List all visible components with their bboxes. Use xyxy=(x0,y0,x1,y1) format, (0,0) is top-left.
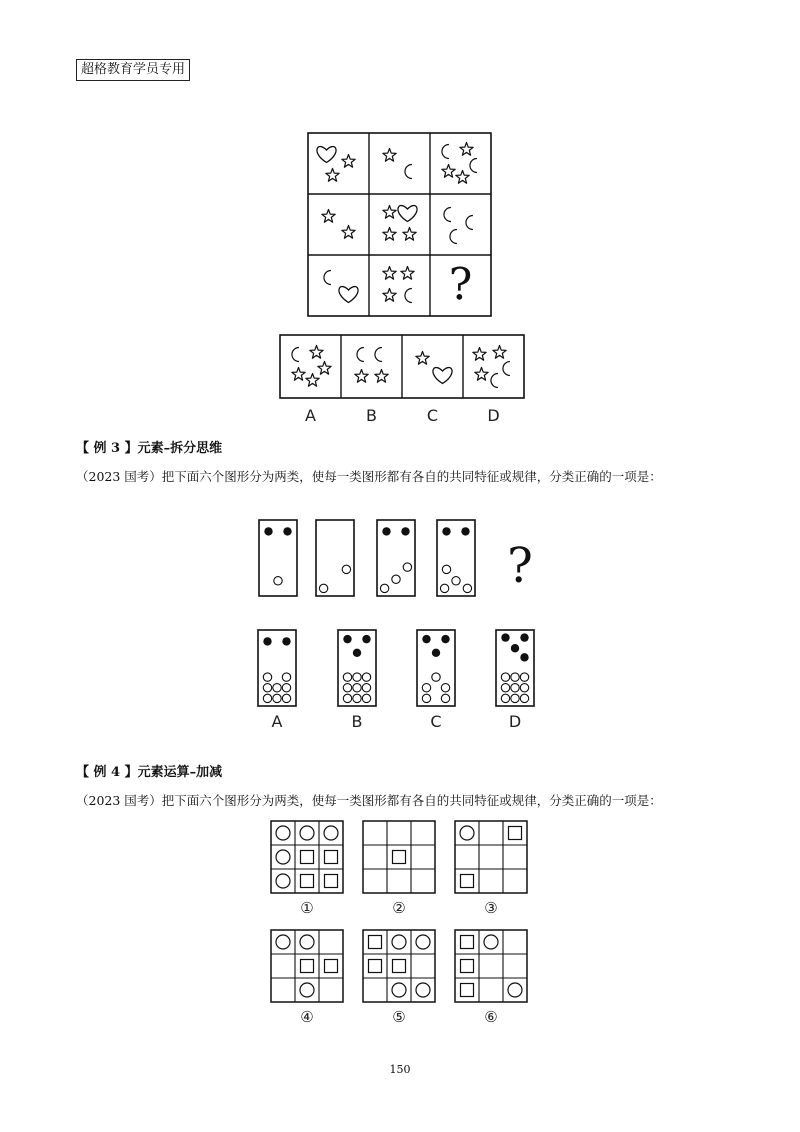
figure-number-label: ⑥ xyxy=(484,1008,498,1026)
square-shape xyxy=(461,936,474,949)
square-shape xyxy=(301,851,314,864)
circle-shape xyxy=(300,826,314,840)
circle-shape xyxy=(416,935,430,949)
circle-shape xyxy=(300,935,314,949)
figure-number-label: ③ xyxy=(484,899,498,917)
example3-prompt: （2023 国考）把下面六个图形分为两类，使每一类图形都有各自的共同特征或规律，分类正确的一项是： xyxy=(76,469,662,484)
option-label: C xyxy=(426,406,439,425)
example3-heading: 【 例 3 】元素–拆分思维 xyxy=(76,441,223,456)
square-shape xyxy=(393,851,406,864)
figure-number-label: ④ xyxy=(300,1008,314,1026)
square-shape xyxy=(325,875,338,888)
option-label: A xyxy=(271,712,283,731)
figure-number-label: ② xyxy=(392,899,406,917)
circle-shape xyxy=(276,935,290,949)
circle-shape xyxy=(276,826,290,840)
figure-number-label: ① xyxy=(300,899,314,917)
option-label: C xyxy=(430,712,442,731)
option-label: D xyxy=(487,406,500,425)
circle-shape xyxy=(392,983,406,997)
square-shape xyxy=(301,960,314,973)
option-label: D xyxy=(508,712,522,731)
square-shape xyxy=(325,960,338,973)
circle-shape xyxy=(276,874,290,888)
square-shape xyxy=(369,960,382,973)
circle-shape xyxy=(276,850,290,864)
circle-shape xyxy=(508,983,522,997)
example4-heading: 【 例 4 】元素运算–加减 xyxy=(76,765,223,780)
square-shape xyxy=(509,827,522,840)
example4-prompt: （2023 国考）把下面六个图形分为两类，使每一类图形都有各自的共同特征或规律，分类正确的一项是： xyxy=(76,793,662,808)
square-shape xyxy=(325,851,338,864)
header-badge: 超格教育学员专用 xyxy=(76,59,190,81)
square-shape xyxy=(369,936,382,949)
option-label: B xyxy=(351,712,363,731)
option-label: A xyxy=(305,406,316,425)
square-shape xyxy=(461,960,474,973)
option-label: B xyxy=(366,406,377,425)
square-shape xyxy=(301,875,314,888)
page-number: 150 xyxy=(389,1063,411,1076)
square-shape xyxy=(461,875,474,888)
circle-shape xyxy=(416,983,430,997)
circle-shape xyxy=(484,935,498,949)
question-mark: ? xyxy=(448,259,473,311)
circle-shape xyxy=(392,935,406,949)
circle-shape xyxy=(460,826,474,840)
circle-shape xyxy=(324,826,338,840)
circle-shape xyxy=(300,983,314,997)
square-shape xyxy=(461,984,474,997)
figure-number-label: ⑤ xyxy=(392,1008,406,1026)
domino-question-mark: ? xyxy=(507,538,533,594)
square-shape xyxy=(393,960,406,973)
